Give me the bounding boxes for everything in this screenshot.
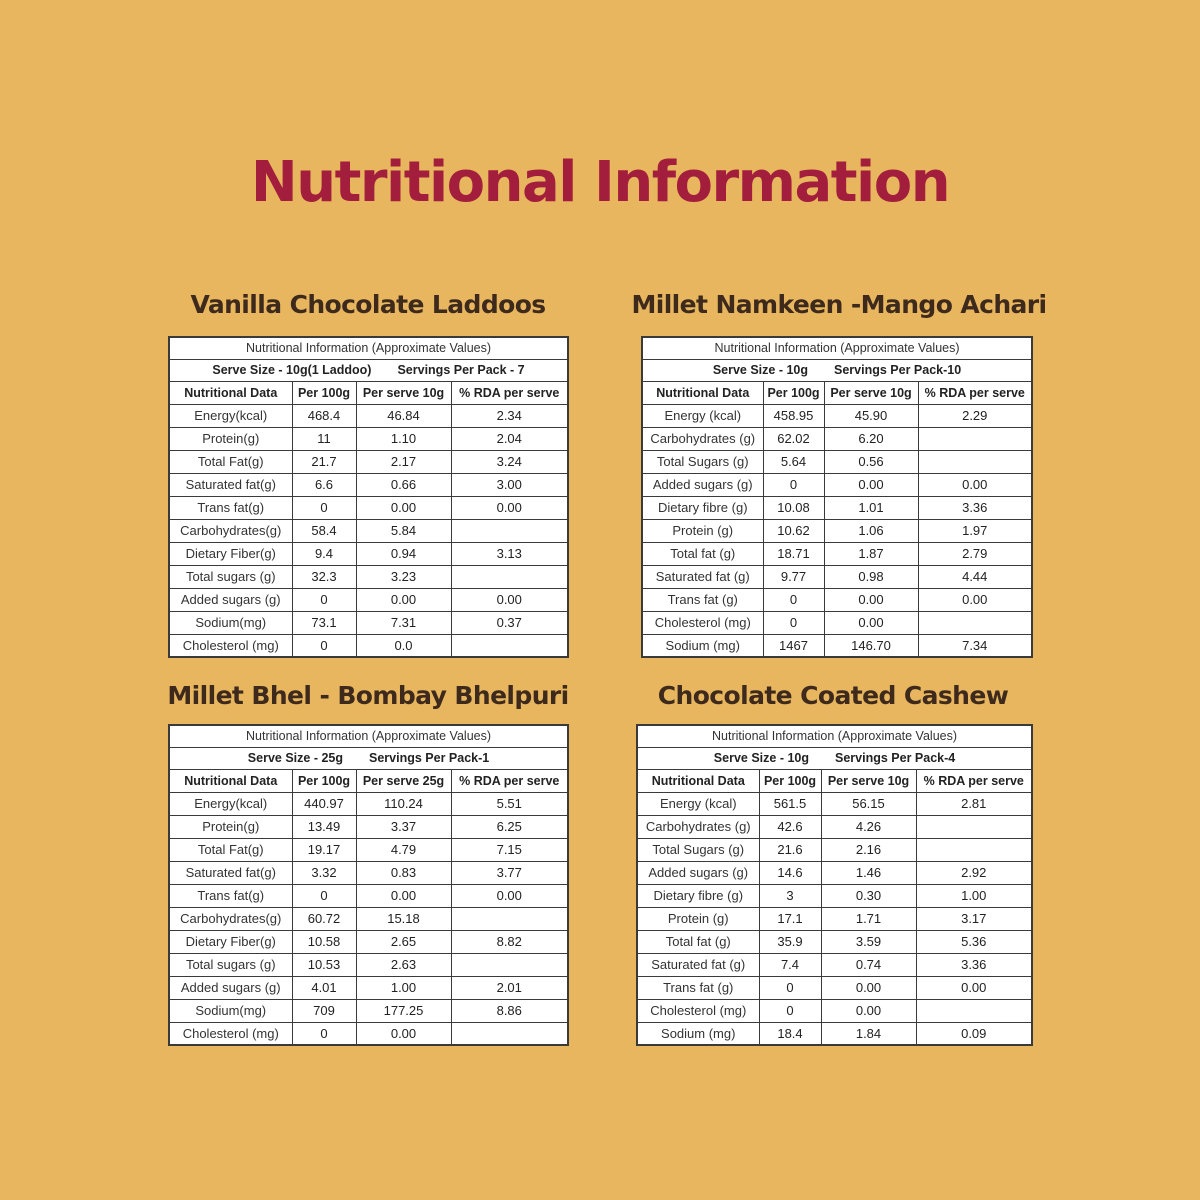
column-header: Nutritional Data <box>169 381 292 404</box>
table-row <box>637 999 1032 1022</box>
table-row <box>642 473 1032 496</box>
rda-value: 8.86 <box>451 999 568 1022</box>
rda-value: 8.82 <box>451 930 568 953</box>
nutrient-name: Added sugars (g) <box>169 976 292 999</box>
per-100g-value: 21.6 <box>759 838 821 861</box>
header-row <box>642 381 1032 404</box>
table-row <box>642 634 1032 657</box>
per-serve-value: 0.30 <box>821 884 916 907</box>
rda-value: 3.77 <box>451 861 568 884</box>
rda-value: 5.36 <box>916 930 1032 953</box>
rda-value <box>916 838 1032 861</box>
column-header: Per serve 10g <box>356 381 451 404</box>
table-row <box>637 953 1032 976</box>
per-serve-value: 1.01 <box>824 496 918 519</box>
rda-value: 0.00 <box>918 588 1032 611</box>
per-serve-value: 2.16 <box>821 838 916 861</box>
per-100g-value: 0 <box>763 473 824 496</box>
nutrient-name: Carbohydrates(g) <box>169 907 292 930</box>
rda-value: 7.15 <box>451 838 568 861</box>
per-serve-value: 2.17 <box>356 450 451 473</box>
per-100g-value: 9.4 <box>292 542 356 565</box>
nutrient-name: Total sugars (g) <box>169 953 292 976</box>
per-100g-value: 0 <box>759 999 821 1022</box>
per-serve-value: 15.18 <box>356 907 451 930</box>
column-header: % RDA per serve <box>916 769 1032 792</box>
per-serve-value: 0.00 <box>824 473 918 496</box>
per-serve-value: 3.37 <box>356 815 451 838</box>
per-100g-value: 10.62 <box>763 519 824 542</box>
rda-value: 0.00 <box>918 473 1032 496</box>
rda-value: 0.00 <box>451 588 568 611</box>
nutrient-name: Sodium (mg) <box>637 1022 759 1045</box>
nutrient-name: Cholesterol (mg) <box>169 1022 292 1045</box>
panel-title: Millet Bhel - Bombay Bhelpuri <box>167 681 569 710</box>
table-row <box>169 427 568 450</box>
per-serve-value: 177.25 <box>356 999 451 1022</box>
nutrient-name: Total sugars (g) <box>169 565 292 588</box>
per-serve-value: 0.94 <box>356 542 451 565</box>
table-row <box>169 930 568 953</box>
table-row <box>169 884 568 907</box>
rda-value: 3.13 <box>451 542 568 565</box>
per-100g-value: 10.08 <box>763 496 824 519</box>
per-100g-value: 0 <box>292 884 356 907</box>
serving-info <box>169 359 568 381</box>
per-serve-value: 6.20 <box>824 427 918 450</box>
nutrient-name: Carbohydrates (g) <box>642 427 763 450</box>
rda-value: 6.25 <box>451 815 568 838</box>
per-serve-value: 0.0 <box>356 634 451 657</box>
rda-value <box>451 907 568 930</box>
per-100g-value: 6.6 <box>292 473 356 496</box>
nutrient-name: Dietary fibre (g) <box>637 884 759 907</box>
rda-value <box>451 634 568 657</box>
rda-value <box>918 427 1032 450</box>
serving-info <box>637 747 1032 769</box>
per-serve-value: 0.74 <box>821 953 916 976</box>
nutrient-name: Added sugars (g) <box>169 588 292 611</box>
panel-title: Vanilla Chocolate Laddoos <box>190 290 546 319</box>
per-100g-value: 58.4 <box>292 519 356 542</box>
rda-value <box>918 450 1032 473</box>
per-100g-value: 60.72 <box>292 907 356 930</box>
per-serve-value: 1.87 <box>824 542 918 565</box>
rda-value <box>451 565 568 588</box>
nutrition-table <box>168 724 569 1046</box>
table-row <box>169 404 568 427</box>
nutrient-name: Saturated fat(g) <box>169 861 292 884</box>
per-100g-value: 18.71 <box>763 542 824 565</box>
servings-per-pack: Servings Per Pack - 7 <box>397 363 525 377</box>
column-header: Per 100g <box>292 381 356 404</box>
serve-size: Serve Size - 25g <box>247 751 343 765</box>
rda-value: 2.29 <box>918 404 1032 427</box>
per-100g-value: 0 <box>759 976 821 999</box>
per-serve-value: 5.84 <box>356 519 451 542</box>
table-row <box>169 588 568 611</box>
rda-value: 3.17 <box>916 907 1032 930</box>
serving-row <box>637 747 1032 769</box>
servings-per-pack: Servings Per Pack-4 <box>835 751 956 765</box>
table-row <box>169 519 568 542</box>
per-100g-value: 1467 <box>763 634 824 657</box>
per-serve-value: 1.84 <box>821 1022 916 1045</box>
per-100g-value: 10.53 <box>292 953 356 976</box>
per-100g-value: 709 <box>292 999 356 1022</box>
table-row <box>169 542 568 565</box>
per-100g-value: 0 <box>292 634 356 657</box>
rda-value: 2.79 <box>918 542 1032 565</box>
per-serve-value: 4.79 <box>356 838 451 861</box>
serving-row <box>169 747 568 769</box>
table-row <box>637 861 1032 884</box>
per-100g-value: 468.4 <box>292 404 356 427</box>
rda-value <box>916 815 1032 838</box>
serve-size: Serve Size - 10g(1 Laddoo) <box>212 363 372 377</box>
column-header: % RDA per serve <box>451 381 568 404</box>
per-100g-value: 21.7 <box>292 450 356 473</box>
per-serve-value: 46.84 <box>356 404 451 427</box>
nutrient-name: Trans fat(g) <box>169 884 292 907</box>
servings-per-pack: Servings Per Pack-1 <box>369 751 490 765</box>
per-100g-value: 19.17 <box>292 838 356 861</box>
nutrient-name: Energy(kcal) <box>169 404 292 427</box>
per-serve-value: 0.00 <box>824 611 918 634</box>
nutrient-name: Total fat (g) <box>637 930 759 953</box>
per-serve-value: 0.00 <box>824 588 918 611</box>
per-serve-value: 0.00 <box>356 496 451 519</box>
per-100g-value: 7.4 <box>759 953 821 976</box>
nutrient-name: Added sugars (g) <box>637 861 759 884</box>
per-serve-value: 0.00 <box>356 884 451 907</box>
per-serve-value: 0.83 <box>356 861 451 884</box>
per-100g-value: 5.64 <box>763 450 824 473</box>
nutrient-name: Sodium(mg) <box>169 999 292 1022</box>
table-row <box>642 588 1032 611</box>
per-100g-value: 42.6 <box>759 815 821 838</box>
rda-value: 7.34 <box>918 634 1032 657</box>
table-row <box>642 404 1032 427</box>
table-row <box>169 907 568 930</box>
table-row <box>642 427 1032 450</box>
nutrient-name: Energy (kcal) <box>642 404 763 427</box>
per-100g-value: 14.6 <box>759 861 821 884</box>
table-row <box>169 815 568 838</box>
nutrient-name: Protein(g) <box>169 427 292 450</box>
rda-value: 2.81 <box>916 792 1032 815</box>
per-100g-value: 0 <box>763 588 824 611</box>
rda-value: 4.44 <box>918 565 1032 588</box>
nutrient-name: Total Fat(g) <box>169 450 292 473</box>
table-row <box>637 838 1032 861</box>
table-row <box>169 838 568 861</box>
table-caption: Nutritional Information (Approximate Values) <box>169 337 568 359</box>
panel-title: Millet Namkeen -Mango Achari <box>631 290 1047 319</box>
serving-row <box>169 359 568 381</box>
nutrient-name: Carbohydrates (g) <box>637 815 759 838</box>
servings-per-pack: Servings Per Pack-10 <box>834 363 962 377</box>
serving-row <box>642 359 1032 381</box>
caption-row <box>169 337 568 359</box>
nutrient-name: Cholesterol (mg) <box>642 611 763 634</box>
per-serve-value: 0.56 <box>824 450 918 473</box>
per-serve-value: 0.00 <box>356 1022 451 1045</box>
per-100g-value: 9.77 <box>763 565 824 588</box>
nutrient-name: Total fat (g) <box>642 542 763 565</box>
table-row <box>642 542 1032 565</box>
rda-value <box>451 953 568 976</box>
per-100g-value: 0 <box>292 496 356 519</box>
table-caption: Nutritional Information (Approximate Values) <box>169 725 568 747</box>
column-header: Per 100g <box>763 381 824 404</box>
per-100g-value: 18.4 <box>759 1022 821 1045</box>
table-row <box>637 884 1032 907</box>
per-serve-value: 0.00 <box>821 976 916 999</box>
nutrition-table <box>641 336 1033 658</box>
nutrient-name: Sodium (mg) <box>642 634 763 657</box>
column-header: Per serve 10g <box>821 769 916 792</box>
table-row <box>642 496 1032 519</box>
serving-info <box>169 747 568 769</box>
column-header: Per serve 25g <box>356 769 451 792</box>
per-100g-value: 458.95 <box>763 404 824 427</box>
rda-value: 1.97 <box>918 519 1032 542</box>
header-row <box>637 769 1032 792</box>
header-row <box>169 381 568 404</box>
per-100g-value: 73.1 <box>292 611 356 634</box>
serving-info <box>642 359 1032 381</box>
per-100g-value: 0 <box>292 1022 356 1045</box>
nutrient-name: Saturated fat(g) <box>169 473 292 496</box>
table-row <box>637 815 1032 838</box>
table-row <box>642 611 1032 634</box>
per-serve-value: 2.65 <box>356 930 451 953</box>
table-row <box>642 565 1032 588</box>
column-header: Per 100g <box>292 769 356 792</box>
per-serve-value: 1.46 <box>821 861 916 884</box>
nutrient-name: Protein(g) <box>169 815 292 838</box>
per-100g-value: 3.32 <box>292 861 356 884</box>
table-caption: Nutritional Information (Approximate Values) <box>637 725 1032 747</box>
per-100g-value: 11 <box>292 427 356 450</box>
rda-value: 1.00 <box>916 884 1032 907</box>
per-100g-value: 35.9 <box>759 930 821 953</box>
serve-size: Serve Size - 10g <box>712 363 809 377</box>
per-serve-value: 1.00 <box>356 976 451 999</box>
table-row <box>637 1022 1032 1045</box>
nutrient-name: Cholesterol (mg) <box>169 634 292 657</box>
rda-value: 5.51 <box>451 792 568 815</box>
nutrient-name: Trans fat (g) <box>642 588 763 611</box>
nutrient-name: Energy(kcal) <box>169 792 292 815</box>
rda-value: 3.36 <box>916 953 1032 976</box>
per-serve-value: 1.10 <box>356 427 451 450</box>
nutrient-name: Dietary Fiber(g) <box>169 542 292 565</box>
table-row <box>637 976 1032 999</box>
table-row <box>169 611 568 634</box>
per-serve-value: 7.31 <box>356 611 451 634</box>
table-row <box>637 930 1032 953</box>
per-serve-value: 3.23 <box>356 565 451 588</box>
rda-value: 3.24 <box>451 450 568 473</box>
column-header: Per 100g <box>759 769 821 792</box>
rda-value <box>451 519 568 542</box>
nutrient-name: Carbohydrates(g) <box>169 519 292 542</box>
column-header: Nutritional Data <box>169 769 292 792</box>
caption-row <box>642 337 1032 359</box>
per-100g-value: 17.1 <box>759 907 821 930</box>
column-header: % RDA per serve <box>918 381 1032 404</box>
nutrient-name: Protein (g) <box>642 519 763 542</box>
nutrition-table <box>636 724 1033 1046</box>
per-serve-value: 0.66 <box>356 473 451 496</box>
table-row <box>642 519 1032 542</box>
per-serve-value: 56.15 <box>821 792 916 815</box>
caption-row <box>169 725 568 747</box>
serve-size: Serve Size - 10g <box>713 751 809 765</box>
nutrient-name: Trans fat(g) <box>169 496 292 519</box>
per-serve-value: 0.98 <box>824 565 918 588</box>
per-serve-value: 2.63 <box>356 953 451 976</box>
per-serve-value: 4.26 <box>821 815 916 838</box>
table-row <box>169 565 568 588</box>
table-row <box>169 999 568 1022</box>
table-row <box>169 976 568 999</box>
table-row <box>169 1022 568 1045</box>
per-serve-value: 1.06 <box>824 519 918 542</box>
per-100g-value: 3 <box>759 884 821 907</box>
rda-value: 0.00 <box>451 884 568 907</box>
per-serve-value: 146.70 <box>824 634 918 657</box>
nutrient-name: Sodium(mg) <box>169 611 292 634</box>
rda-value: 2.34 <box>451 404 568 427</box>
rda-value <box>916 999 1032 1022</box>
nutrient-name: Trans fat (g) <box>637 976 759 999</box>
per-100g-value: 4.01 <box>292 976 356 999</box>
table-row <box>169 450 568 473</box>
nutrient-name: Total Fat(g) <box>169 838 292 861</box>
rda-value <box>918 611 1032 634</box>
nutrient-name: Total Sugars (g) <box>642 450 763 473</box>
per-100g-value: 32.3 <box>292 565 356 588</box>
table-row <box>169 792 568 815</box>
table-row <box>169 861 568 884</box>
per-serve-value: 45.90 <box>824 404 918 427</box>
per-100g-value: 0 <box>763 611 824 634</box>
per-100g-value: 10.58 <box>292 930 356 953</box>
table-row <box>642 450 1032 473</box>
header-row <box>169 769 568 792</box>
nutrient-name: Saturated fat (g) <box>642 565 763 588</box>
table-row <box>637 792 1032 815</box>
nutrition-table <box>168 336 569 658</box>
rda-value: 3.00 <box>451 473 568 496</box>
per-serve-value: 110.24 <box>356 792 451 815</box>
column-header: % RDA per serve <box>451 769 568 792</box>
nutrient-name: Protein (g) <box>637 907 759 930</box>
table-caption: Nutritional Information (Approximate Values) <box>642 337 1032 359</box>
per-serve-value: 3.59 <box>821 930 916 953</box>
rda-value: 0.37 <box>451 611 568 634</box>
rda-value: 3.36 <box>918 496 1032 519</box>
rda-value: 0.09 <box>916 1022 1032 1045</box>
table-row <box>169 953 568 976</box>
panel-title: Chocolate Coated Cashew <box>657 681 1009 710</box>
per-serve-value: 0.00 <box>356 588 451 611</box>
table-row <box>169 496 568 519</box>
nutrient-name: Dietary fibre (g) <box>642 496 763 519</box>
per-serve-value: 0.00 <box>821 999 916 1022</box>
column-header: Nutritional Data <box>637 769 759 792</box>
per-100g-value: 62.02 <box>763 427 824 450</box>
per-serve-value: 1.71 <box>821 907 916 930</box>
nutrient-name: Dietary Fiber(g) <box>169 930 292 953</box>
rda-value: 2.01 <box>451 976 568 999</box>
nutrient-name: Added sugars (g) <box>642 473 763 496</box>
rda-value: 0.00 <box>451 496 568 519</box>
per-100g-value: 13.49 <box>292 815 356 838</box>
rda-value: 2.04 <box>451 427 568 450</box>
column-header: Per serve 10g <box>824 381 918 404</box>
per-100g-value: 0 <box>292 588 356 611</box>
rda-value <box>451 1022 568 1045</box>
per-100g-value: 561.5 <box>759 792 821 815</box>
nutrient-name: Saturated fat (g) <box>637 953 759 976</box>
rda-value: 0.00 <box>916 976 1032 999</box>
nutrient-name: Cholesterol (mg) <box>637 999 759 1022</box>
table-row <box>169 473 568 496</box>
rda-value: 2.92 <box>916 861 1032 884</box>
page-title: Nutritional Information <box>250 150 950 215</box>
per-100g-value: 440.97 <box>292 792 356 815</box>
nutrient-name: Total Sugars (g) <box>637 838 759 861</box>
nutrient-name: Energy (kcal) <box>637 792 759 815</box>
column-header: Nutritional Data <box>642 381 763 404</box>
table-row <box>169 634 568 657</box>
table-row <box>637 907 1032 930</box>
caption-row <box>637 725 1032 747</box>
